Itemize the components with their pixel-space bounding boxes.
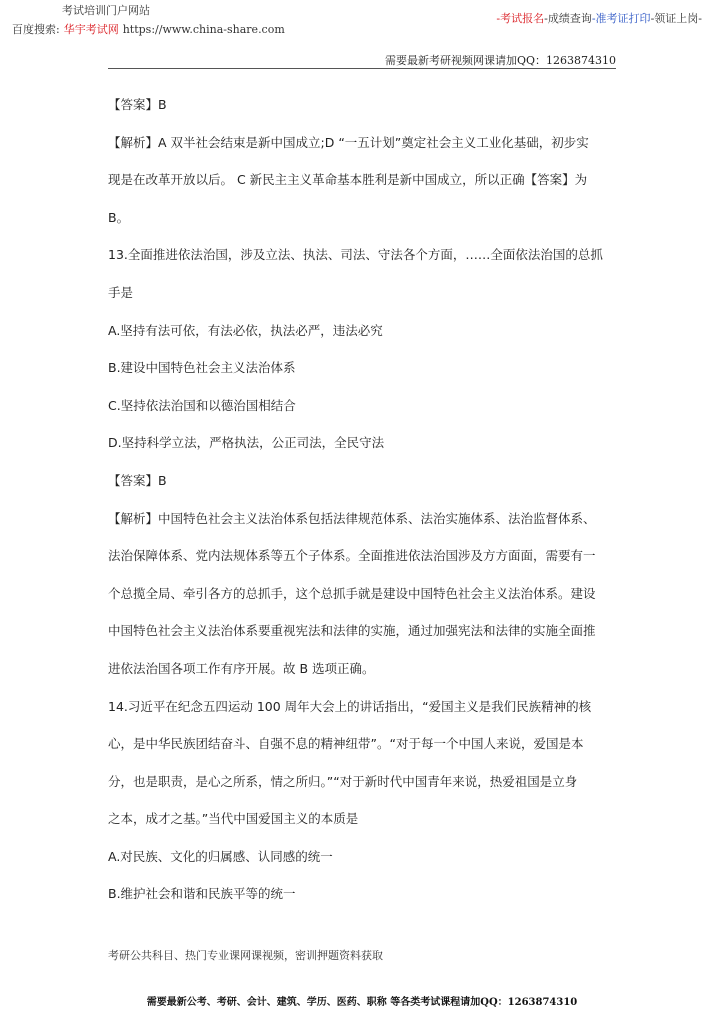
analysis-line: 法治保障体系、党内法规体系等五个子体系。全面推进依法治国涉及方方面面，需要有一 xyxy=(108,548,596,564)
search-hint xyxy=(12,21,285,37)
link-score-query[interactable]: -成绩查询 xyxy=(544,12,592,25)
header-divider xyxy=(108,68,616,69)
question-stem: 手是 xyxy=(108,284,134,300)
header-links xyxy=(496,10,702,26)
document-body xyxy=(108,86,618,913)
answer-label: 【答案】B xyxy=(108,472,167,488)
analysis-line: 个总揽全局、牵引各方的总抓手，这个总抓手就是建设中国特色社会主义法治体系。建设 xyxy=(108,585,596,601)
question-stem: 分，也是职责，是心之所系，情之所归。”“对于新时代中国青年来说，热爱祖国是立身 xyxy=(108,773,578,789)
analysis-line: 现是在改革开放以后。 C 新民主主义革命基本胜利是新中国成立，所以正确【答案】为 xyxy=(108,172,588,188)
option-d: D.坚持科学立法，严格执法，公正司法，全民守法 xyxy=(108,435,385,451)
option-b: B.维护社会和谐和民族平等的统一 xyxy=(108,886,296,902)
analysis-line: B。 xyxy=(108,209,130,225)
link-exam-registration[interactable]: -考试报名 xyxy=(496,12,545,25)
option-b: B.建设中国特色社会主义法治体系 xyxy=(108,360,296,376)
footer-contact: 需要最新公考、考研、会计、建筑、学历、医药、职称 等各类考试课程请加QQ：1263874310 xyxy=(146,997,578,1008)
link-admission-ticket[interactable]: -准考证打印 xyxy=(591,12,651,25)
option-a: A.对民族、文化的归属感、认同感的统一 xyxy=(108,848,333,864)
site-url-link[interactable]: https://www.china-share.com xyxy=(122,23,285,36)
analysis-line: 【解析】中国特色社会主义法治体系包括法律规范体系、法治实施体系、法治监督体系、 xyxy=(108,510,596,526)
search-label: 百度搜索: xyxy=(12,23,60,36)
question-stem: 13.全面推进依法治国，涉及立法、执法、司法、守法各个方面，……全面依法治国的总抓 xyxy=(108,247,603,263)
analysis-line: 中国特色社会主义法治体系要重视宪法和法律的实施，通过加强宪法和法律的实施全面推 xyxy=(108,623,596,639)
question-stem: 之本，成才之基。”当代中国爱国主义的本质是 xyxy=(108,811,359,827)
link-certification[interactable]: -领证上岗- xyxy=(650,12,702,25)
option-a: A.坚持有法可依，有法必依，执法必严，违法必究 xyxy=(108,322,383,338)
analysis-line: 进依法治国各项工作有序开展。故 B 选项正确。 xyxy=(108,660,375,676)
option-c: C.坚持依法治国和以德治国相结合 xyxy=(108,397,296,413)
answer-label: 【答案】B xyxy=(108,97,167,112)
question-stem: 14.习近平在纪念五四运动 100 周年大会上的讲话指出，“爱国主义是我们民族精神的核 xyxy=(108,698,592,714)
analysis-line: 【解析】A 双半社会结束是新中国成立;D “一五计划”奠定社会主义工业化基础，初步实 xyxy=(108,134,589,150)
footer-note: 考研公共科目、热门专业课网课视频，密训押题资料获取 xyxy=(108,949,383,962)
site-name: 考试培训门户网站 xyxy=(62,4,150,17)
search-brand-link[interactable]: 华宇考试网 xyxy=(63,23,119,36)
question-stem: 心，是中华民族团结奋斗、自强不息的精神纽带”。“对于每一个中国人来说，爱国是本 xyxy=(108,736,584,752)
header-contact-note: 需要最新考研视频网课请加QQ：1263874310 xyxy=(384,54,616,67)
